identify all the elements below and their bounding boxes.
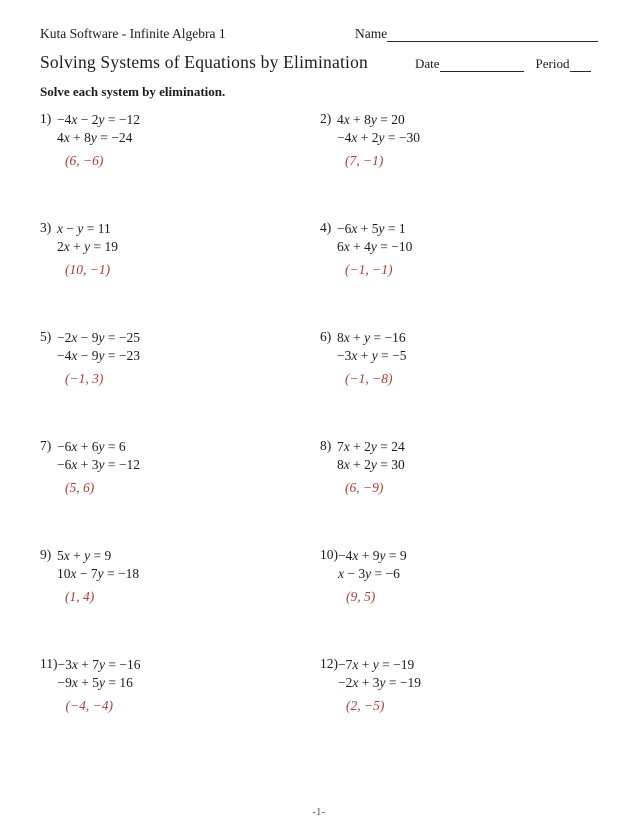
problems-grid — [40, 111, 598, 715]
equation-line-2: 2x + y = 19 — [57, 239, 118, 254]
problem-body — [57, 438, 140, 497]
period-blank-line — [570, 57, 591, 72]
equation-line-1: −3x + 7y = −16 — [57, 657, 141, 672]
date-period-fields — [415, 56, 598, 72]
problem-body — [57, 111, 140, 170]
title-row — [40, 52, 598, 73]
problem-body — [337, 111, 420, 170]
period-label: Period — [535, 56, 570, 71]
problem-number: 10) — [320, 547, 338, 562]
problem-body — [337, 220, 412, 279]
problem-body — [57, 547, 139, 606]
problem-item — [320, 111, 598, 170]
problem-item — [40, 547, 320, 606]
answer-text: (1, 4) — [65, 589, 95, 604]
equation-line-2: −4x + 2y = −30 — [337, 130, 420, 145]
date-label: Date — [415, 56, 440, 71]
equation-line-2: −3x + y = −5 — [337, 348, 407, 363]
equation-line-1: −6x + 5y = 1 — [337, 221, 406, 236]
name-label: Name — [355, 26, 388, 41]
brand-text: Kuta Software - Infinite Algebra 1 — [40, 26, 226, 41]
problem-item — [320, 656, 598, 715]
equation-line-1: −7x + y = −19 — [338, 657, 415, 672]
answer-text: (5, 6) — [65, 480, 95, 495]
equation-line-2: −4x − 9y = −23 — [57, 348, 140, 363]
equation-line-1: 8x + y = −16 — [337, 330, 406, 345]
problem-item — [320, 547, 598, 606]
equation-line-2: x − 3y = −6 — [338, 566, 400, 581]
page-title: Solving Systems of Equations by Elimination — [40, 52, 368, 72]
equation-line-1: 5x + y = 9 — [57, 548, 112, 563]
instruction-text: Solve each system by elimination. — [40, 84, 226, 99]
problem-number: 2) — [320, 111, 332, 126]
answer-text: (9, 5) — [346, 589, 376, 604]
problem-number: 9) — [40, 547, 52, 562]
answer-text: (2, −5) — [346, 698, 385, 713]
equation-line-1: 7x + 2y = 24 — [337, 439, 405, 454]
equation-line-1: −2x − 9y = −25 — [57, 330, 140, 345]
problem-body — [337, 438, 405, 497]
problem-body — [57, 329, 140, 388]
problem-item — [320, 329, 598, 388]
page-number: -1- — [312, 807, 326, 818]
problem-item — [40, 656, 320, 715]
problem-item — [40, 220, 320, 279]
problem-number: 12) — [320, 656, 338, 671]
answer-text: (−1, −8) — [345, 371, 393, 386]
equation-line-2: 6x + 4y = −10 — [337, 239, 413, 254]
problem-number: 4) — [320, 220, 332, 235]
problem-number: 3) — [40, 220, 52, 235]
problem-item — [40, 438, 320, 497]
equation-line-2: 10x − 7y = −18 — [57, 566, 140, 581]
equation-line-1: 4x + 8y = 20 — [337, 112, 405, 127]
answer-text: (−4, −4) — [65, 698, 113, 713]
equation-line-2: 4x + 8y = −24 — [57, 130, 133, 145]
answer-text: (6, −6) — [65, 153, 104, 168]
equation-line-1: −4x + 9y = 9 — [338, 548, 407, 563]
header-row — [40, 26, 598, 42]
answer-text: (6, −9) — [345, 480, 384, 495]
equation-line-2: −6x + 3y = −12 — [57, 457, 140, 472]
problem-number: 11) — [40, 656, 58, 671]
problem-item — [320, 220, 598, 279]
answer-text: (−1, −1) — [345, 262, 393, 277]
equation-line-1: −6x + 6y = 6 — [57, 439, 126, 454]
answer-text: (−1, 3) — [65, 371, 104, 386]
problem-body — [338, 547, 407, 606]
equation-line-2: −2x + 3y = −19 — [338, 675, 421, 690]
problem-item — [320, 438, 598, 497]
problem-number: 6) — [320, 329, 332, 344]
problem-item — [40, 329, 320, 388]
problem-body — [58, 656, 141, 715]
name-blank-line — [387, 27, 598, 42]
problem-body — [338, 656, 421, 715]
problem-item — [40, 111, 320, 170]
answer-text: (7, −1) — [345, 153, 384, 168]
problem-number: 7) — [40, 438, 52, 453]
name-field — [355, 26, 598, 42]
problem-number: 1) — [40, 111, 52, 126]
equation-line-2: −9x + 5y = 16 — [57, 675, 133, 690]
equation-line-1: x − y = 11 — [57, 221, 111, 236]
equation-line-2: 8x + 2y = 30 — [337, 457, 405, 472]
equation-line-1: −4x − 2y = −12 — [57, 112, 140, 127]
answer-text: (10, −1) — [65, 262, 111, 277]
problem-body — [337, 329, 406, 388]
problem-number: 8) — [320, 438, 332, 453]
problem-body — [57, 220, 118, 279]
date-blank-line — [440, 57, 524, 72]
problem-number: 5) — [40, 329, 52, 344]
